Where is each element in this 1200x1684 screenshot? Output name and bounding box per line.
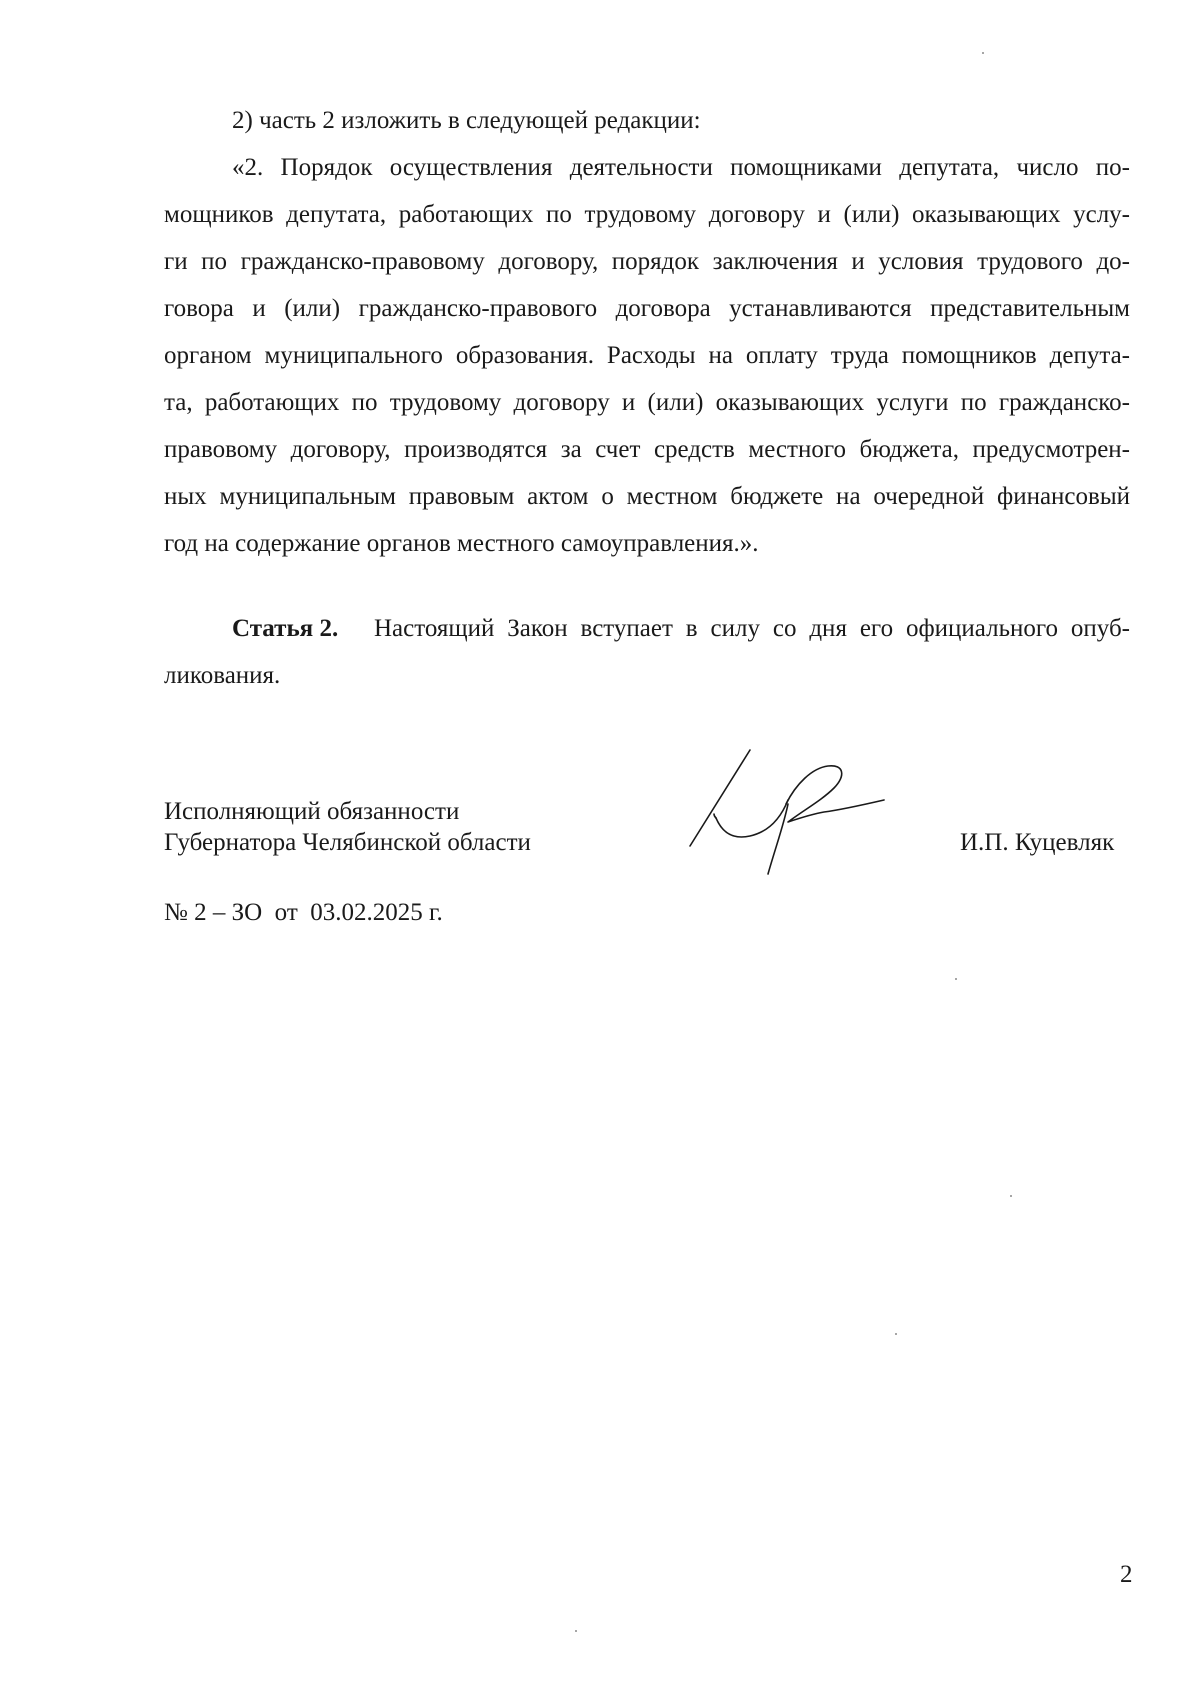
signatory-name: И.П. Куцевляк (960, 829, 1115, 856)
scan-speck (1010, 1195, 1012, 1197)
amendment-line: ных муниципальным правовым актом о местном бюджете на очередной финансовый (164, 483, 1130, 510)
scan-speck (895, 1333, 897, 1335)
signatory-position-line1: Исполняющий обязанности (164, 798, 460, 825)
article-2-text-continued: ликования. (164, 662, 281, 689)
scan-speck (955, 978, 957, 980)
amendment-line: ги по гражданско-правовому договору, порядок заключения и условия трудового до- (164, 248, 1130, 275)
scan-speck (982, 52, 984, 54)
handwritten-signature (688, 748, 908, 878)
amendment-line: та, работающих по трудовому договору и (или) оказывающих услуги по гражданско- (164, 389, 1130, 416)
scan-speck (575, 1630, 577, 1632)
page-number: 2 (1120, 1561, 1133, 1588)
signatory-position-line2: Губернатора Челябинской области (164, 829, 531, 856)
article-2-text: Настоящий Закон вступает в силу со дня его официального опуб- (374, 615, 1130, 642)
article-2-label: Статья 2. (232, 615, 339, 642)
amendment-line: органом муниципального образования. Расходы на оплату труда помощников депута- (164, 342, 1130, 369)
law-registration-number: № 2 – ЗО от 03.02.2025 г. (164, 899, 443, 926)
amendment-line: мощников депутата, работающих по трудовому договору и (или) оказывающих услу- (164, 201, 1130, 228)
amendment-intro: 2) часть 2 изложить в следующей редакции: (232, 107, 701, 134)
amendment-line: говора и (или) гражданско-правового договора устанавливаются представительным (164, 295, 1130, 322)
amendment-line: год на содержание органов местного самоуправления.». (164, 530, 759, 557)
amendment-line: правовому договору, производятся за счет средств местного бюджета, предусмотрен- (164, 436, 1130, 463)
amendment-line: «2. Порядок осуществления деятельности помощниками депутата, число по- (232, 154, 1130, 181)
